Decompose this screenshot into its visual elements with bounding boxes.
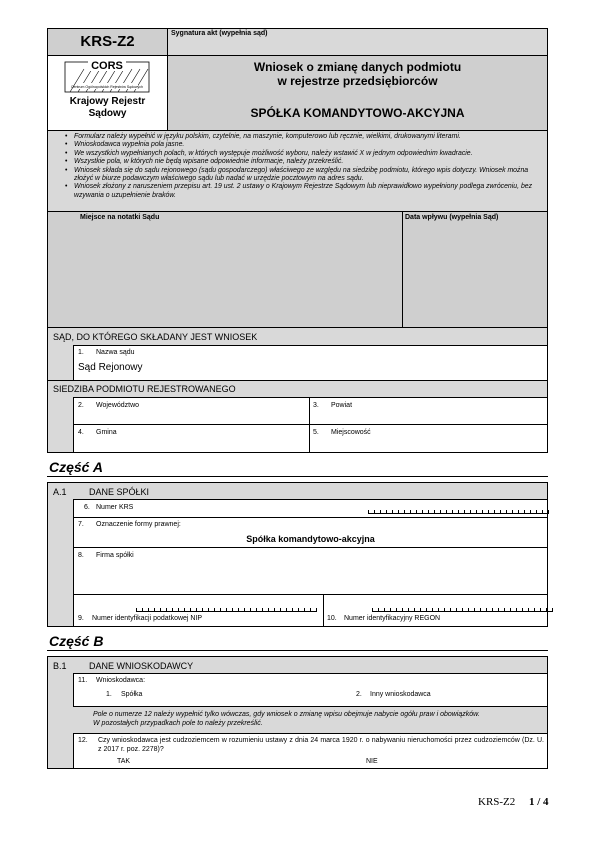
krs-digit-boxes[interactable] [368,510,549,514]
field-number: 1. [78,349,84,356]
field-number: 11. [78,677,88,684]
registry-name-line2: Sądowy [88,108,127,119]
court-notes-area [47,211,403,328]
receipt-date-area [402,211,548,328]
company-name-label: Firma spółki [96,552,134,559]
option-no[interactable]: NIE [366,758,378,765]
krs-number-field[interactable] [73,499,548,518]
court-notes-label: Miejsce na notatki Sądu [80,214,160,221]
instruction-item: • Wszystkie pola, w których nie będą wpisane odpowiednie informacje, należy przekreślić. [74,158,543,166]
regon-digit-boxes[interactable] [372,608,553,612]
field-number: 9. [78,615,84,622]
applicant-type-label: Wnioskodawca: [96,677,146,684]
registry-name-line1: Krajowy Rejestr [69,96,146,107]
signature-label: Sygnatura akt (wypełnia sąd) [171,30,268,37]
field-number: 2. [78,402,84,409]
logo-subtext: Centrum Ogólnopolskich Rejestrów Sądowych [71,85,143,89]
court-name-field[interactable] [73,345,548,381]
voivodeship-label: Województwo [96,402,140,409]
field-number: 3. [313,402,319,409]
option-company[interactable]: Spółka [121,691,143,698]
section-title: DANE SPÓŁKI [89,487,150,497]
section-number: B.1 [53,661,67,671]
part-a-heading: Część A [49,459,103,475]
court-name-label: Nazwa sądu [96,349,135,356]
option-number: 1. [106,691,112,698]
instructions-list [62,133,543,200]
foreigner-question: Czy wnioskodawca jest cudzoziemcem w rozumieniu ustawy z dnia 24 marca 1920 r. o nabywaniu nieruchomości przez cudzoziemców (Dz. U. z 2017 r. poz. 2278)? [98,737,544,753]
option-other-applicant[interactable]: Inny wnioskodawca [370,691,431,698]
legal-form-label: Oznaczenie formy prawnej: [96,521,181,528]
instruction-item: • Formularz należy wypełnić w języku polskim, czytelnie, na maszynie, komputerowo lub ręcznie, wielkimi, drukowanymi literami. [74,133,543,141]
section-number: A.1 [53,487,67,497]
section-title: DANE WNIOSKODAWCY [89,661,194,671]
form-title-line2: w rejestrze przedsiębiorców [277,74,438,88]
receipt-date-label: Data wpływu (wypełnia Sąd) [405,214,499,221]
company-name-field[interactable] [73,547,548,595]
regon-label: Numer identyfikacyjny REGON [344,615,441,622]
court-section-title: SĄD, DO KTÓREGO SKŁADANY JEST WNIOSEK [53,332,258,342]
instruction-item: • Wnioskodawca wypełnia pola jasne. [74,141,543,149]
seat-section-title: SIEDZIBA PODMIOTU REJESTROWANEGO [53,384,236,394]
field-number: 4. [78,429,84,436]
county-label: Powiat [331,402,353,409]
option-yes[interactable]: TAK [117,758,131,765]
form-code: KRS-Z2 [80,33,135,50]
form-subtitle: SPÓŁKA KOMANDYTOWO-AKCYJNA [250,106,465,120]
footer-form-code: KRS-Z2 [478,796,516,808]
logo-text: CORS [91,60,123,72]
part-b-rule [47,650,548,651]
court-name-value: Sąd Rejonowy [78,362,143,373]
field-number: 10. [327,615,337,622]
part-a-rule [47,476,548,477]
field-number: 6. [84,504,90,511]
part-b-heading: Część B [49,633,104,649]
nip-digit-boxes[interactable] [136,608,317,612]
krs-number-label: Numer KRS [96,504,134,511]
field-number: 12. [78,737,88,744]
instructions-box [47,130,548,212]
cors-logo [64,59,150,93]
legal-form-value: Spółka komandytowo-akcyjna [246,534,375,544]
page-number: 1 / 4 [529,796,549,808]
instruction-item: • We wszystkich wypełnianych polach, w których występuje możliwość wyboru, należy wstawić X w jednym odpowiednim kwadracie. [74,150,543,158]
nip-label: Numer identyfikacji podatkowej NIP [92,615,203,622]
form-title-line1: Wniosek o zmianę danych podmiotu [253,60,462,74]
field-12-note-line1: Pole o numerze 12 należy wypełnić tylko wówczas, gdy wniosek o zmianę wpisu obejmuje nabycie ogółu praw i obowiązków. [93,711,480,718]
option-number: 2. [356,691,362,698]
instruction-item: • Wniosek składa się do sądu rejonowego (sądu gospodarczego) właściwego ze względu na siedzibę podmiotu, którego wpis dotyczy. Wniosek można złożyć w biurze podawczym właściwego sądu lub nadać w urzędzie pocztowym na adres sądu. [74,167,543,184]
locality-label: Miejscowość [331,429,371,436]
field-12-note-line2: W pozostałych przypadkach pole to należy przekreślić. [93,720,263,727]
field-number: 8. [78,552,84,559]
commune-label: Gmina [96,429,117,436]
instruction-item: • Wniosek złożony z naruszeniem przepisu art. 19 ust. 2 ustawy o Krajowym Rejestrze Sądowym lub nieprawidłowo wypełniony podlega zwróceniu, bez wzywania o uzupełnienie braków. [74,183,543,200]
field-number: 5. [313,429,319,436]
field-number: 7. [78,521,84,528]
